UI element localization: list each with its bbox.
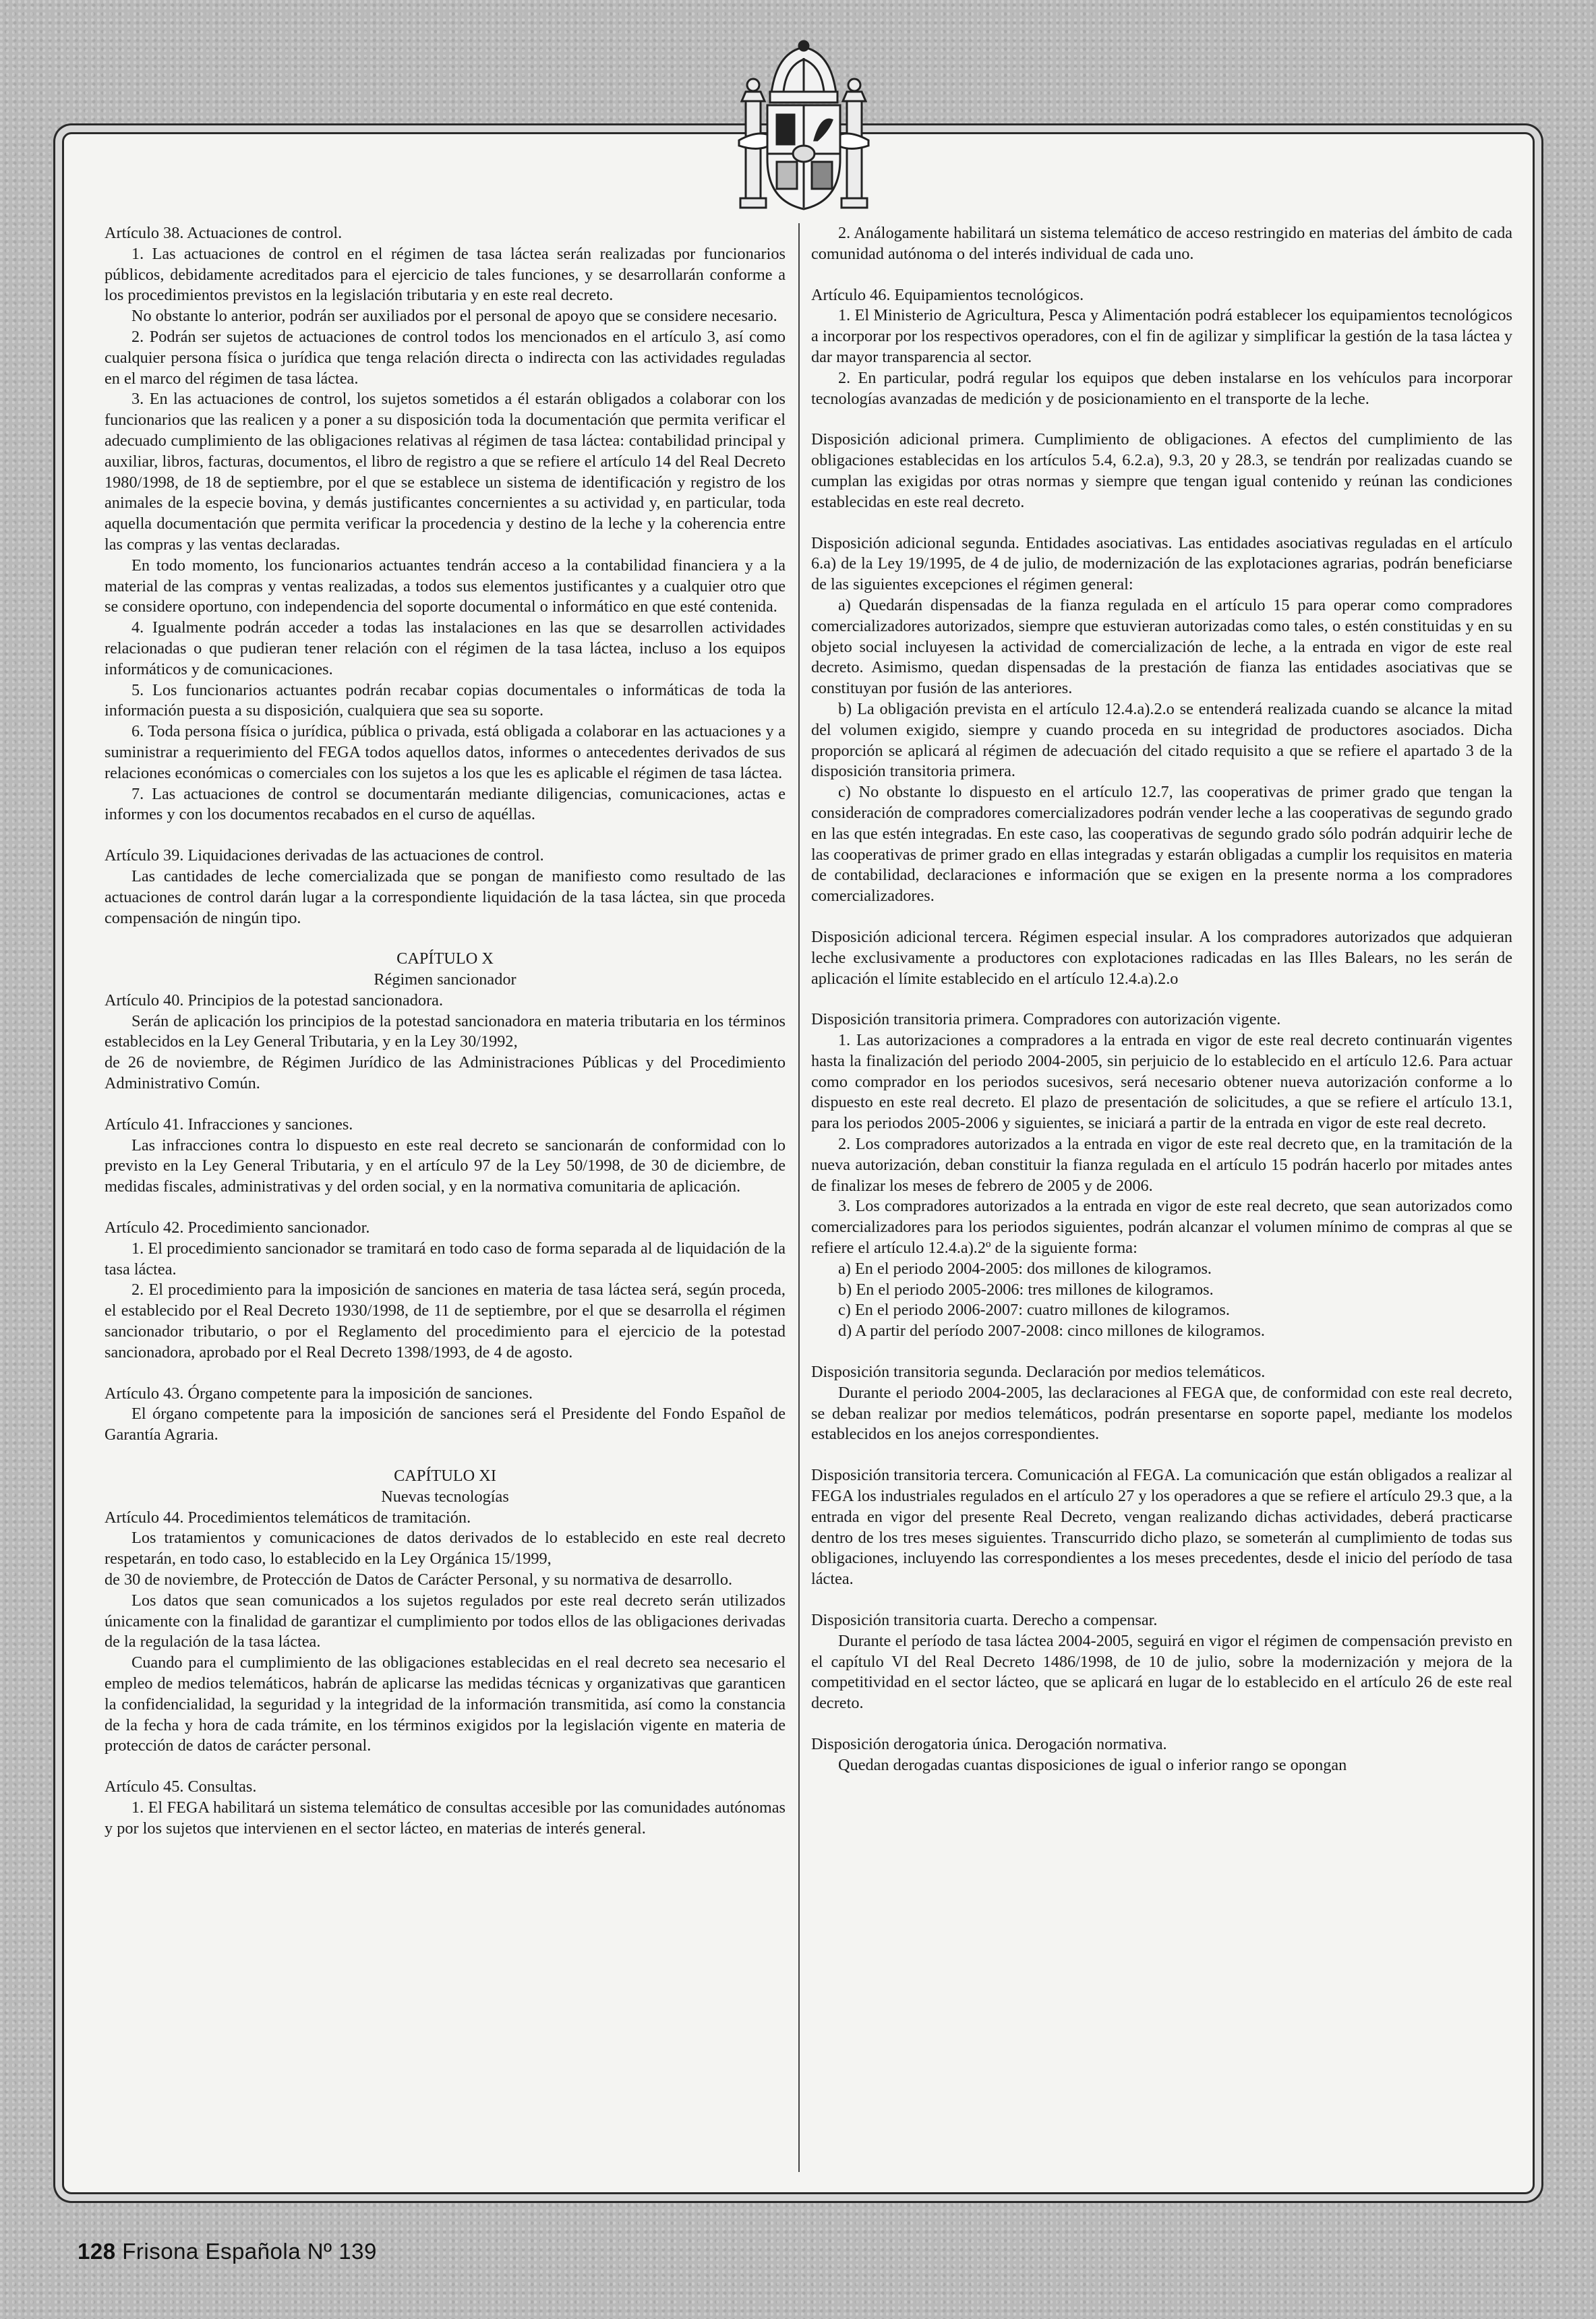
section-heading: de 30 de noviembre, de Protección de Datos de Carácter Personal, y su normativa de desarrollo. xyxy=(105,1571,733,1589)
section-heading: Disposición adicional segunda. Entidades asociativas. Las entidades asociativas reguladas en el artículo 6.a) de la Ley 19/1995, de 4 de julio, de modernización de las explotaciones agrarias, podrán beneficiarse de las siguientes excepciones el régimen general: xyxy=(811,533,1512,594)
paragraph: Las cantidades de leche comercializada que se pongan de manifiesto como resultado de las actuaciones de control darán lugar a la correspondiente liquidación de la tasa láctea, sin que proceda compensación de ningún tipo. xyxy=(105,867,786,927)
paragraph: 2. En particular, podrá regular los equipos que deben instalarse en los vehículos para incorporar tecnologías avanzadas de medición y de posicionamiento en el transporte de la leche. xyxy=(811,368,1512,408)
section-heading: Artículo 45. Consultas. xyxy=(105,1778,257,1796)
paragraph: Quedan derogadas cuantas disposiciones de igual o inferior rango se opongan xyxy=(838,1755,1347,1774)
section-heading: Artículo 44. Procedimientos telemáticos de tramitación. xyxy=(105,1508,471,1527)
paragraph: Serán de aplicación los principios de la potestad sancionadora en materia tributaria en los términos establecidos en la Ley General Tributaria, y en la Ley 30/1992, xyxy=(105,1011,786,1051)
paragraph: 2. Análogamente habilitará un sistema telemático de acceso restringido en materias del ámbito de cada comunidad autónoma o del interés individual de cada uno. xyxy=(811,224,1512,263)
section-heading: Disposición derogatoria única. Derogación normativa. xyxy=(811,1735,1167,1753)
chapter-title: CAPÍTULO X xyxy=(396,949,494,968)
paragraph: a) En el periodo 2004-2005: dos millones de kilogramos. xyxy=(838,1259,1212,1278)
section-heading: Disposición adicional primera. Cumplimiento de obligaciones. A efectos del cumplimiento de las obligaciones establecidas en los artículos 5.4, 6.2.a), 9.3, 20 y 28.3, se tendrán por realizadas cuando se cumplan las exigidas por otras normas y siempre que tengan igual contenido y reúnan las condiciones establecidas en este real decreto. xyxy=(811,430,1512,511)
paragraph: 3. En las actuaciones de control, los sujetos sometidos a él estarán obligados a colaborar con los funcionarios que las realicen y a poner a su disposición toda la documentación que permita verificar el adecuado cumplimiento de las obligaciones relativas al régimen de tasa láctea: contabilidad principal y auxiliar, libros, facturas, documentos, el libro de registro a que se refiere el artículo 14 del Real Decreto 1980/1998, de 18 de septiembre, por el que se establece un sistema de identificación y registro de los animales de la especie bovina, y demás justificantes concernientes a su actividad y, en particular, toda aquella documentación que permita verificar la procedencia y destino de la leche y la coherencia entre las compras y las ventas declaradas. xyxy=(105,390,786,554)
paragraph: 1. Las autorizaciones a compradores a la entrada en vigor de este real decreto continuarán vigentes hasta la finalización del periodo 2004-2005, sin perjuicio de lo establecido en el artículo 12.6. Para actuar como comprador en los periodos sucesivos, será necesario obtener nueva autorización conforme a lo dispuesto en este real decreto. El plazo de presentación de solicitudes, a que se refiere el artículo 13.1, para los periodos 2005-2006 y siguientes, se iniciará a partir de la entrada en vigor de este real decreto. xyxy=(811,1031,1512,1133)
section-heading: Artículo 41. Infracciones y sanciones. xyxy=(105,1115,353,1134)
paragraph: b) La obligación prevista en el artículo 12.4.a).2.o se entenderá realizada cuando se alcance la mitad del volumen exigido, siempre y cuando proceda en su integridad de productores asociados. Dicha proporción se aplicará al régimen de adecuación del citado requisito a que se refiere el apartado 3 de la disposición transitoria primera. xyxy=(811,699,1512,781)
paragraph: 5. Los funcionarios actuantes podrán recabar copias documentales o informáticas de toda la información puesta a su disposición, cualquiera que sea su soporte. xyxy=(105,680,786,720)
section-heading: Disposición adicional tercera. Régimen especial insular. A los compradores autorizados que adquieran leche exclusivamente a productores con explotaciones radicadas en las Illes Balears, no les serán de aplicación el límite establecido en el artículo 12.4.a).2.o xyxy=(811,927,1512,988)
paragraph: b) En el periodo 2005-2006: tres millones de kilogramos. xyxy=(838,1280,1214,1299)
column-divider xyxy=(798,223,800,2172)
paragraph: Durante el período de tasa láctea 2004-2005, seguirá en vigor el régimen de compensación previsto en el capítulo VI del Real Decreto 1486/1998, de 10 de julio, sobre la modernización y mejora de la competitividad en el sector lácteo, que se aplicará en lugar de lo establecido en el artículo 26 de este real decreto. xyxy=(811,1631,1512,1713)
paragraph: 1. El procedimiento sancionador se tramitará en todo caso de forma separada al de liquidación de la tasa láctea. xyxy=(105,1239,786,1279)
section-heading: Artículo 42. Procedimiento sancionador. xyxy=(105,1219,370,1237)
section-heading: Disposición transitoria cuarta. Derecho a compensar. xyxy=(811,1611,1158,1630)
paragraph: 6. Toda persona física o jurídica, pública o privada, está obligada a colaborar en las actuaciones y a suministrar a requerimiento del FEGA todos aquellos datos, informes o antecedentes derivados de sus relaciones económicas o comerciales con los sujetos a los que les es aplicable el régimen de tasa láctea. xyxy=(105,722,786,782)
page-footer xyxy=(78,2239,377,2264)
paragraph: 4. Igualmente podrán acceder a todas las instalaciones en las que se desarrollen actividades relacionadas o que pudieran tener relación con el régimen de la tasa láctea, incluso a los equipos informáticos y de comunicaciones. xyxy=(105,618,786,678)
page-number: 128 xyxy=(78,2239,116,2264)
section-heading: de 26 de noviembre, de Régimen Jurídico de las Administraciones Públicas y del Procedimiento Administrativo Común. xyxy=(105,1053,786,1093)
paragraph: Los tratamientos y comunicaciones de datos derivados de lo establecido en este real decreto respetarán, en todo caso, lo establecido en la Ley Orgánica 15/1999, xyxy=(105,1529,786,1568)
document-frame xyxy=(62,132,1535,2194)
left-column xyxy=(105,223,786,2172)
paragraph: 1. El Ministerio de Agricultura, Pesca y Alimentación podrá establecer los equipamientos tecnológicos a incorporar por los respectivos operadores, con el fin de agilizar y simplificar la gestión de la tasa láctea y dar mayor transparencia al sector. xyxy=(811,306,1512,366)
chapter-title: Régimen sancionador xyxy=(374,970,516,989)
chapter-title: Nuevas tecnologías xyxy=(381,1487,509,1506)
section-heading: Artículo 39. Liquidaciones derivadas de las actuaciones de control. xyxy=(105,846,544,865)
section-heading: Disposición transitoria segunda. Declaración por medios telemáticos. xyxy=(811,1363,1266,1382)
section-heading: Artículo 43. Órgano competente para la imposición de sanciones. xyxy=(105,1384,533,1403)
paragraph: Durante el periodo 2004-2005, las declaraciones al FEGA que, de conformidad con este real decreto, se deban realizar por medios telemáticos, podrán presentarse en soporte papel, mediante los modelos establecidos en los anejos correspondientes. xyxy=(811,1383,1512,1444)
section-heading: Disposición transitoria tercera. Comunicación al FEGA. La comunicación que están obligados a realizar al FEGA los industriales regulados en el artículo 27 y los operadores a que se refiere el artículo 29.3 que, a la entrada en vigor del presente Real Decreto, vengan realizando dichas actividades, deberá practicarse dentro de los tres meses siguientes. Transcurrido dicho plazo, se someterán al cumplimiento de todas sus obligaciones, incluyendo las correspondientes a los meses precedentes, desde el inicio del período de tasa láctea. xyxy=(811,1466,1512,1589)
paragraph: a) Quedarán dispensadas de la fianza regulada en el artículo 15 para operar como compradores comercializadores autorizados, siempre que estuvieran autorizadas como tales, o estén constituidas y en su objeto social incluyesen la actividad de comercialización de leche, a la entrada en vigor de este real decreto. Asimismo, quedan dispensadas de la prestación de fianza las entidades asociativas que se constituyan por fusión de las anteriores. xyxy=(811,595,1512,698)
paragraph: No obstante lo anterior, podrán ser auxiliados por el personal de apoyo que se considere necesario. xyxy=(131,307,777,326)
section-heading: Artículo 40. Principios de la potestad sancionadora. xyxy=(105,991,444,1009)
publication-name: Frisona Española Nº 139 xyxy=(122,2239,377,2264)
paragraph: c) No obstante lo dispuesto en el artículo 12.7, las cooperativas de primer grado que tengan la consideración de compradores comercializadores podrán vender leche a las cooperativas de segundo grado en las que estén integradas. En este caso, las cooperativas de segundo grado sólo podrán adquirir leche de las cooperativas de primer grado en ellas integradas y estarán obligadas a cumplir los requisitos en materia de contabilidad, declaraciones e información que se exigen en la presente norma a los compradores comercializadores. xyxy=(811,783,1512,906)
section-heading: Artículo 38. Actuaciones de control. xyxy=(105,224,343,242)
paragraph: El órgano competente para la imposición de sanciones será el Presidente del Fondo Español de Garantía Agraria. xyxy=(105,1405,786,1444)
section-heading: Disposición transitoria primera. Compradores con autorización vigente. xyxy=(811,1010,1281,1029)
paragraph: 1. El FEGA habilitará un sistema telemático de consultas accesible por las comunidades autónomas y por los sujetos que intervienen en el sector lácteo, en materias de interés general. xyxy=(105,1798,786,1838)
paragraph: 1. Las actuaciones de control en el régimen de tasa láctea serán realizadas por funcionarios públicos, debidamente acreditados para el ejercicio de tales funciones, y se desarrollarán conforme a los procedimientos previstos en la legislación tributaria y en este real decreto. xyxy=(105,244,786,305)
paragraph: Los datos que sean comunicados a los sujetos regulados por este real decreto serán utilizados únicamente con la finalidad de garantizar el cumplimiento por todos ellos de las obligaciones derivadas de la regulación de la tasa láctea. xyxy=(105,1591,786,1651)
chapter-title: CAPÍTULO XI xyxy=(394,1467,496,1486)
paragraph: 7. Las actuaciones de control se documentarán mediante diligencias, comunicaciones, actas e informes y con los documentos recabados en el curso de aquéllas. xyxy=(105,784,786,824)
coat-of-arms-icon xyxy=(736,39,871,216)
paragraph: Cuando para el cumplimiento de las obligaciones establecidas en el real decreto sea necesario el empleo de medios telemáticos, habrán de aplicarse las medidas técnicas y organizativas que garanticen la confidencialidad, la seguridad y la integridad de la información transmitida, así como la constancia de la fecha y hora de cada trámite, en los términos exigidos por la legislación vigente en materia de protección de datos de carácter personal. xyxy=(105,1653,786,1755)
paragraph: 2. Podrán ser sujetos de actuaciones de control todos los mencionados en el artículo 3, así como cualquier persona física o jurídica que tenga relación directa o indirecta con las actividades reguladas en el marco del régimen de tasa láctea. xyxy=(105,327,786,388)
paragraph: En todo momento, los funcionarios actuantes tendrán acceso a la contabilidad financiera y a la material de las compras y ventas realizadas, a todos sus elementos justificantes y a cualquier otro que se considere oportuno, con independencia del soporte documental o informático en que esté contenida. xyxy=(105,556,786,616)
section-heading: Artículo 46. Equipamientos tecnológicos. xyxy=(811,285,1084,304)
right-column xyxy=(811,223,1512,2172)
paragraph: d) A partir del período 2007-2008: cinco millones de kilogramos. xyxy=(838,1322,1265,1341)
paragraph: 2. El procedimiento para la imposición de sanciones en materia de tasa láctea será, según proceda, el establecido por el Real Decreto 1930/1998, de 11 de septiembre, por el que se desarrolla el régimen sancionador tributario, o por el Reglamento del procedimiento para el ejercicio de la potestad sancionadora, aprobado por el Real Decreto 1398/1993, de 4 de agosto. xyxy=(105,1281,786,1361)
paragraph: c) En el periodo 2006-2007: cuatro millones de kilogramos. xyxy=(838,1301,1230,1320)
paragraph: Las infracciones contra lo dispuesto en este real decreto se sancionarán de conformidad con lo previsto en la Ley General Tributaria, y en el artículo 97 de la Ley 50/1998, de 30 de diciembre, de medidas fiscales, administrativas y del orden social, y en la normativa comunitaria de aplicación. xyxy=(105,1136,786,1196)
paragraph: 3. Los compradores autorizados a la entrada en vigor de este real decreto, que sean autorizados como comercializadores para los periodos siguientes, podrán alcanzar el volumen mínimo de compras al que se refiere el artículo 12.4.a).2º de la siguiente forma: xyxy=(811,1197,1512,1258)
paragraph: 2. Los compradores autorizados a la entrada en vigor de este real decreto que, en la tramitación de la nueva autorización, deban constituir la fianza regulada en el artículo 15 podrán hacerlo por mitades antes de finalizar los meses de febrero de 2005 y de 2006. xyxy=(811,1135,1512,1195)
